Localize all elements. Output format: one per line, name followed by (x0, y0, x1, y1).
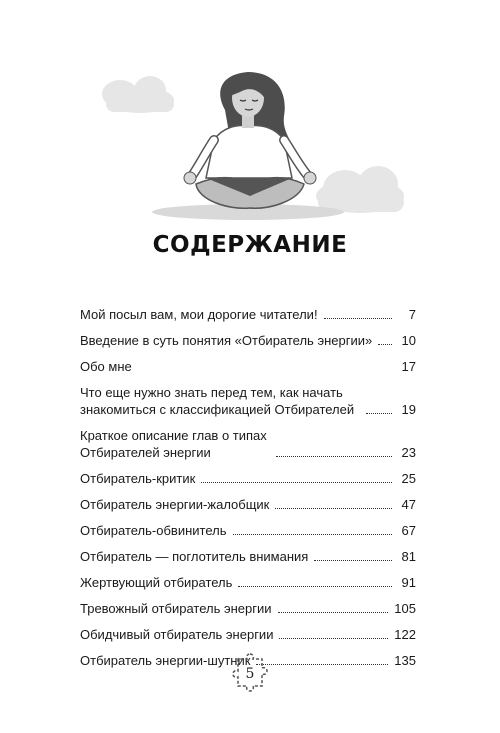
toc-entry-page: 135 (394, 653, 416, 668)
dot-leader (201, 482, 392, 483)
toc-entry-page: 25 (401, 471, 416, 486)
table-of-contents (80, 306, 416, 678)
dot-leader (324, 318, 392, 319)
toc-entry-page: 122 (394, 627, 416, 642)
dot-leader (275, 508, 392, 509)
toc-entry-title: Введение в суть понятия «Отбиратель энергии» (80, 333, 373, 348)
toc-entry-title: Тревожный отбиратель энергии (80, 601, 272, 616)
cloud-icon (316, 166, 404, 213)
cloud-icon (102, 76, 174, 113)
dot-leader (278, 612, 389, 613)
toc-entry-page: 23 (401, 445, 416, 460)
toc-entry-title: Отбиратель-обвинитель (80, 523, 227, 538)
dot-leader (279, 638, 388, 639)
toc-entry[interactable] (80, 470, 416, 487)
toc-entry-title: Обидчивый отбиратель энергии (80, 627, 274, 642)
dot-leader (238, 586, 392, 587)
toc-entry[interactable] (80, 332, 416, 349)
toc-entry-title: Отбиратель энергии-шутник (80, 653, 251, 668)
meditating-woman-illustration (0, 0, 500, 235)
toc-entry-page: 81 (401, 549, 416, 564)
toc-entry-page: 47 (401, 497, 416, 512)
toc-entry-title: Обо мне (80, 359, 132, 374)
toc-entry-page: 19 (401, 402, 416, 417)
toc-entry-page: 91 (401, 575, 416, 590)
toc-entry-title: Отбиратель — поглотитель внимания (80, 549, 309, 564)
dot-leader (138, 370, 392, 371)
toc-entry[interactable] (80, 600, 416, 617)
toc-entry-page: 17 (401, 359, 416, 374)
toc-entry-page: 10 (401, 333, 416, 348)
toc-entry[interactable] (80, 548, 416, 565)
dot-leader (256, 664, 388, 665)
dot-leader (314, 560, 392, 561)
page-number: 5 (245, 666, 255, 682)
toc-entry[interactable] (80, 306, 416, 323)
toc-entry[interactable] (80, 574, 416, 591)
toc-entry[interactable] (80, 427, 416, 461)
dot-leader (233, 534, 393, 535)
toc-entry-title: Краткое описание глав о типах Отбирателей энергии (80, 428, 267, 460)
toc-entry-page: 67 (401, 523, 416, 538)
toc-entry-title: Что еще нужно знать перед тем, как начать знакомиться с классификацией Отбирателей (80, 385, 355, 417)
toc-entry[interactable] (80, 384, 416, 418)
toc-entry[interactable] (80, 626, 416, 643)
toc-entry[interactable] (80, 522, 416, 539)
dot-leader (276, 456, 392, 457)
toc-entry-page: 105 (394, 601, 416, 616)
toc-entry-page: 7 (408, 307, 416, 322)
toc-entry-title: Жертвующий отбиратель (80, 575, 233, 590)
page-number-badge (226, 650, 274, 698)
dot-leader (366, 413, 392, 414)
toc-entry-title: Отбиратель энергии-жалобщик (80, 497, 270, 512)
toc-entry-title: Мой посыл вам, мои дорогие читатели! (80, 307, 318, 322)
toc-entry-title: Отбиратель-критик (80, 471, 196, 486)
page-title: СОДЕРЖАНИЕ (152, 232, 348, 258)
dot-leader (378, 344, 392, 345)
toc-entry[interactable] (80, 496, 416, 513)
toc-entry[interactable] (80, 358, 416, 375)
